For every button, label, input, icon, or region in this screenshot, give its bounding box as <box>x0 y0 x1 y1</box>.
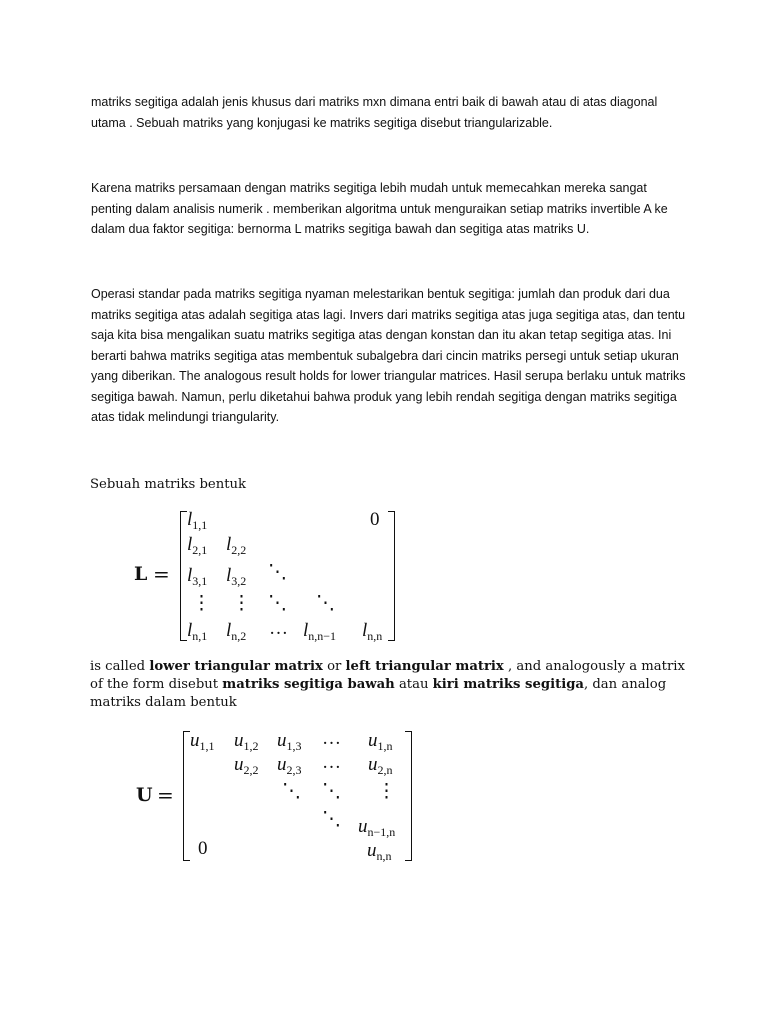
term-left-triangular: left triangular matrix <box>345 659 504 674</box>
vdots: ⋮ <box>232 593 251 614</box>
matrix-entry: $l_{1,1}$ <box>187 509 208 532</box>
text-segment: , and analogously a matrix of the form disebut <box>90 659 685 693</box>
matrix-entry: $l_{n,2}$ <box>226 620 247 643</box>
ddots: ⋱ <box>268 562 287 583</box>
cdots: … <box>322 752 341 773</box>
matrix-entry: $u_{1,3}$ <box>277 730 302 753</box>
text-segment: atau <box>394 677 433 693</box>
left-bracket <box>183 731 190 861</box>
matrix-entry: $l_{n,n-1}$ <box>303 620 337 643</box>
ddots: ⋱ <box>282 781 301 802</box>
matrix-entry: $u_{1,2}$ <box>234 730 259 753</box>
text-segment: , dan analog matriks dalam bentuk <box>90 677 667 711</box>
right-bracket <box>388 511 395 641</box>
cdots: … <box>322 728 341 749</box>
term-kiri-segitiga: kiri matriks segitiga <box>432 677 584 693</box>
intro-form-text: Sebuah matriks bentuk <box>90 477 246 492</box>
ddots: ⋱ <box>268 593 287 614</box>
right-bracket <box>405 731 412 861</box>
text-segment: is called <box>90 659 150 674</box>
matrix-zero: 0 <box>198 838 208 859</box>
ddots: ⋱ <box>322 781 341 802</box>
matrix-entry: $l_{3,1}$ <box>187 565 208 588</box>
matrix-name-U: U <box>136 784 153 806</box>
matrix-zero: 0 <box>370 509 380 530</box>
matrix-entry: $l_{3,2}$ <box>226 565 247 588</box>
vdots: ⋮ <box>192 593 211 614</box>
vdots: ⋮ <box>377 781 396 802</box>
left-bracket <box>180 511 187 641</box>
matrix-entry: $u_{n,n}$ <box>367 840 392 863</box>
ddots: ⋱ <box>316 593 335 614</box>
matrix-entry: $l_{2,2}$ <box>226 534 247 557</box>
matrix-entry: $l_{2,1}$ <box>187 534 208 557</box>
text-segment: or <box>322 659 346 674</box>
term-segitiga-bawah: matriks segitiga bawah <box>222 677 395 693</box>
matrix-entry: $u_{1,1}$ <box>190 730 215 753</box>
equals-sign: = <box>157 783 174 807</box>
matrix-entry: $l_{n,1}$ <box>187 620 208 643</box>
matrix-entry: $u_{2,n}$ <box>368 754 393 777</box>
term-lower-triangular: lower triangular matrix <box>149 659 323 674</box>
paragraph-triangular-names <box>90 658 690 713</box>
paragraph-numeric-analysis: Karena matriks persamaan dengan matriks segitiga lebih mudah untuk memecahkan mereka sangat penting dalam analisis numerik . memberikan algoritma untuk menguraikan setiap matriks invertible A ke dalam dua faktor segitiga: bernorma L matriks segitiga bawah dan segitiga atas matriks U. <box>91 181 668 236</box>
matrix-entry: $u_{2,2}$ <box>234 754 259 777</box>
matrix-entry: $u_{2,3}$ <box>277 754 302 777</box>
matrix-entry: $u_{1,n}$ <box>368 730 393 753</box>
ddots: ⋱ <box>322 809 341 830</box>
equals-sign: = <box>153 562 170 586</box>
matrix-entry: $l_{n,n}$ <box>362 620 383 643</box>
paragraph-operations: Operasi standar pada matriks segitiga nyaman melestarikan bentuk segitiga: jumlah dan produk dari dua matriks segitiga atas adalah segitiga atas lagi. Invers dari matriks segitiga atas juga segitiga atas, dan tentu saja kita bisa mengalikan suatu matriks segitiga atas dengan konstan dan itu akan tetap segitiga atas. Ini berarti bahwa matriks segitiga atas membentuk subalgebra dari cincin matriks persegi untuk setiap ukuran yang diberikan. The analogous result holds for lower triangular matrices. Hasil serupa berlaku untuk matriks segitiga bawah. Namun, perlu diketahui bahwa produk yang lebih rendah segitiga dengan matriks segitiga atas tidak melindungi triangularity. <box>91 287 686 424</box>
matrix-name-L: L <box>134 563 148 585</box>
matrix-entry: $u_{n-1,n}$ <box>358 816 396 839</box>
paragraph-definition: matriks segitiga adalah jenis khusus dari matriks mxn dimana entri baik di bawah atau di atas diagonal utama . Sebuah matriks yang konjugasi ke matriks segitiga disebut triangularizable. <box>91 95 658 130</box>
cdots: … <box>269 618 288 639</box>
